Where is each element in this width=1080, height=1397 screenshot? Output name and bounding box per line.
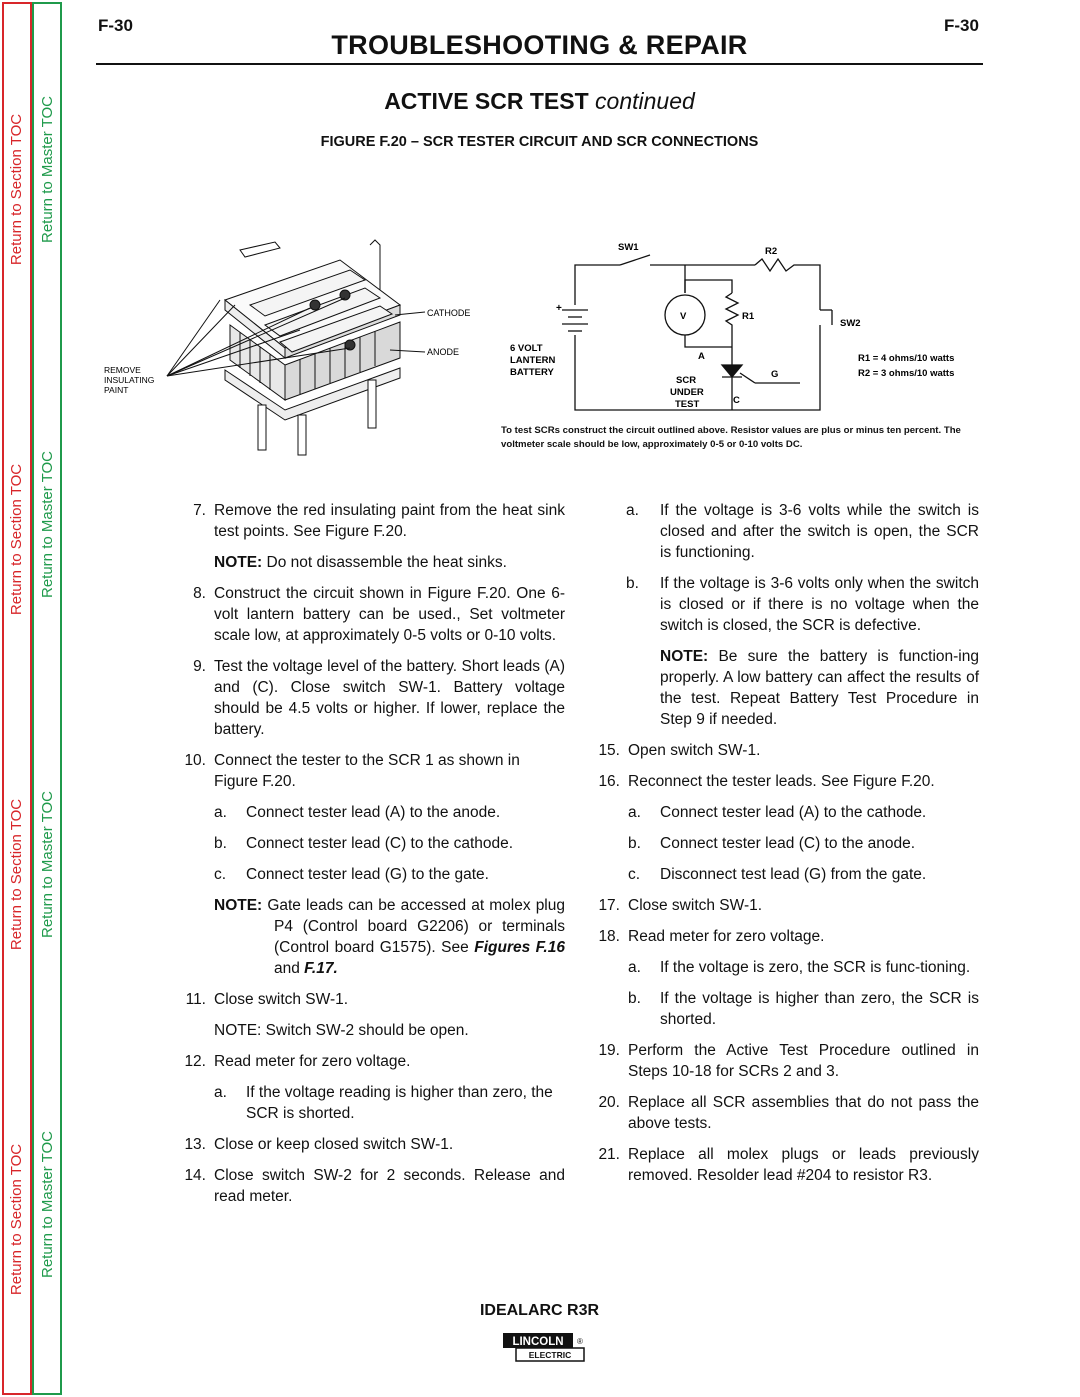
step-number: 16.	[598, 773, 620, 790]
logo-lincoln-text: LINCOLN	[512, 1336, 564, 1348]
sw2-label: SW2	[840, 318, 861, 329]
step-number: 13.	[184, 1136, 206, 1153]
left-column	[184, 500, 565, 1217]
step-18b	[598, 988, 979, 1030]
page-number-left: F-30	[98, 16, 133, 35]
master-toc-bar	[32, 2, 62, 1395]
subtitle-main: ACTIVE SCR TEST	[384, 88, 589, 114]
note-label: NOTE:	[214, 897, 263, 914]
scr-tester-circuit	[500, 235, 990, 420]
battery-plus-label: +	[556, 303, 562, 314]
toc-label: Return to Master TOC	[38, 95, 56, 243]
step-text: Replace all molex plugs or leads previously removed. Resolder lead #204 to resistor R3.	[628, 1146, 979, 1184]
substep-text: Connect tester lead (C) to the cathode.	[246, 835, 514, 852]
scr-label-line3: TEST	[675, 399, 700, 410]
anode-label: ANODE	[427, 347, 460, 357]
step-number: 14.	[184, 1167, 206, 1184]
page-title: TROUBLESHOOTING & REPAIR	[331, 30, 748, 60]
step-text: Remove the red insulating paint from the heat sink test points. See Figure F.20.	[214, 502, 565, 540]
step-text: Connect the tester to the SCR 1 as shown in Figure F.20.	[214, 752, 520, 790]
figure-ref: Figures F.16	[474, 939, 565, 956]
note-label: NOTE:	[660, 648, 709, 665]
scr-label-line1: SCR	[676, 375, 697, 386]
step-number: 11.	[185, 991, 206, 1008]
substep-letter: b.	[628, 990, 641, 1007]
substep-letter: b.	[628, 835, 641, 852]
model-name: IDEALARC R3R	[479, 1302, 600, 1319]
step-15	[598, 740, 979, 761]
substep-letter: b.	[626, 575, 639, 592]
step-number: 21.	[598, 1146, 620, 1163]
substep-text: If the voltage is zero, the SCR is func-tioning.	[660, 959, 971, 976]
step-16c	[598, 864, 979, 885]
note-and: and	[274, 960, 305, 977]
section-subtitle	[96, 88, 983, 115]
substep-text: Connect tester lead (A) to the cathode.	[660, 804, 927, 821]
return-master-toc-link[interactable]	[34, 24, 60, 314]
step-number: 18.	[598, 928, 620, 945]
step-9	[184, 656, 565, 740]
step-17	[598, 895, 979, 916]
step-12a	[184, 1082, 565, 1124]
substep-text: If the voltage is 3-6 volts while the switch is closed and after the switch is open, the SCR is functioning.	[660, 502, 979, 561]
scr-label-line2: UNDER	[670, 387, 704, 398]
title-rule	[96, 63, 983, 65]
step-16	[598, 771, 979, 792]
sw1-label: SW1	[618, 242, 639, 253]
step-20	[598, 1092, 979, 1134]
step-text: Read meter for zero voltage.	[214, 1053, 411, 1070]
logo-electric-text: ELECTRIC	[528, 1350, 572, 1360]
toc-label: Return to Section TOC	[8, 1143, 26, 1295]
right-column	[598, 500, 979, 1196]
substep-text: Disconnect test lead (G) from the gate.	[660, 866, 927, 883]
step-text: Close switch SW-2 for 2 seconds. Release and read meter.	[214, 1167, 565, 1205]
r2-label: R2	[765, 246, 778, 257]
substep-letter: a.	[628, 959, 641, 976]
step-10b	[184, 833, 565, 854]
r1-value-label: R1 = 4 ohms/10 watts	[858, 353, 955, 364]
toc-label: Return to Master TOC	[38, 1130, 56, 1278]
substep-text: If the voltage reading is higher than zero, the SCR is shorted.	[246, 1084, 553, 1122]
substep-text: Connect tester lead (A) to the anode.	[246, 804, 501, 821]
step-text: Construct the circuit shown in Figure F.20. One 6-volt lantern battery can be used., Set voltmeter scale low, at approximately 0-5 volts or 0-10 volts.	[214, 585, 565, 644]
note-11	[184, 1020, 565, 1041]
return-section-toc-link[interactable]	[4, 1064, 30, 1374]
voltmeter-label: V	[680, 311, 687, 322]
cathode-label: CATHODE	[427, 308, 471, 318]
return-section-toc-link[interactable]	[4, 374, 30, 704]
logo-registered-mark: ®	[577, 1337, 583, 1346]
step-10c	[184, 864, 565, 885]
substep-text: If the voltage is higher than zero, the SCR is shorted.	[660, 990, 979, 1028]
step-7	[184, 500, 565, 542]
battery-label-line3: BATTERY	[510, 367, 554, 378]
note-text: Do not disassemble the heat sinks.	[262, 554, 507, 571]
step-number: 17.	[598, 897, 620, 914]
step-number: 7.	[193, 502, 206, 519]
battery-label-line1: 6 VOLT	[510, 343, 543, 354]
substep-text: Connect tester lead (G) to the gate.	[246, 866, 489, 883]
return-section-toc-link[interactable]	[4, 24, 30, 354]
step-14b	[598, 573, 979, 636]
note-label: NOTE:	[214, 554, 263, 571]
page-number-right: F-30	[944, 16, 979, 35]
circuit-note: To test SCRs construct the circuit outlined above. Resistor values are plus or minus ten percent. The voltmeter scale should be low, approximately 0-5 or 0-10 volts DC.	[501, 425, 961, 450]
toc-label: Return to Master TOC	[38, 450, 56, 598]
r1-label: R1	[742, 311, 755, 322]
step-number: 8.	[193, 585, 206, 602]
return-section-toc-link[interactable]	[4, 714, 30, 1034]
step-14	[184, 1165, 565, 1207]
step-text: Test the voltage level of the battery. Short leads (A) and (C). Close switch SW-1. Battery voltage should be 4.5 volts or higher. If lower, replace the battery.	[214, 658, 565, 738]
step-19	[598, 1040, 979, 1082]
remove-label-line2: INSULATING	[104, 375, 155, 385]
toc-label: Return to Section TOC	[8, 463, 26, 615]
step-number: 19.	[598, 1042, 620, 1059]
substep-letter: a.	[628, 804, 641, 821]
substep-letter: a.	[214, 1084, 227, 1101]
note-14	[598, 646, 979, 730]
substep-letter: c.	[628, 866, 641, 883]
step-13	[184, 1134, 565, 1155]
step-number: 10.	[184, 752, 206, 769]
remove-label-line3: PAINT	[104, 385, 129, 395]
step-16a	[598, 802, 979, 823]
step-text: Read meter for zero voltage.	[628, 928, 825, 945]
substep-letter: a.	[214, 804, 227, 821]
step-text: Close or keep closed switch SW-1.	[214, 1136, 454, 1153]
section-toc-bar	[2, 2, 32, 1395]
step-16b	[598, 833, 979, 854]
note-text: NOTE: Switch SW-2 should be open.	[214, 1022, 469, 1039]
subtitle-italic: continued	[595, 88, 695, 114]
return-master-toc-link[interactable]	[34, 364, 60, 684]
step-10	[184, 750, 565, 792]
heat-sink-diagram	[100, 230, 485, 460]
r2-value-label: R2 = 3 ohms/10 watts	[858, 368, 955, 379]
step-8	[184, 583, 565, 646]
step-number: 15.	[598, 742, 620, 759]
step-11	[184, 989, 565, 1010]
step-18a	[598, 957, 979, 978]
step-18	[598, 926, 979, 947]
toc-label: Return to Section TOC	[8, 113, 26, 265]
step-number: 9.	[193, 658, 206, 675]
step-text: Replace all SCR assemblies that do not pass the above tests.	[628, 1094, 979, 1132]
step-text: Perform the Active Test Procedure outlined in Steps 10-18 for SCRs 2 and 3.	[628, 1042, 979, 1080]
toc-label: Return to Section TOC	[8, 798, 26, 950]
note-7	[184, 552, 565, 573]
substep-letter: a.	[626, 502, 639, 519]
battery-label-line2: LANTERN	[510, 355, 556, 366]
step-text: Reconnect the tester leads. See Figure F.20.	[628, 773, 935, 790]
step-text: Close switch SW-1.	[628, 897, 763, 914]
anode-a-label: A	[698, 351, 705, 362]
cathode-c-label: C	[733, 395, 740, 406]
step-21	[598, 1144, 979, 1186]
step-10a	[184, 802, 565, 823]
figure-ref: F.17.	[304, 960, 338, 977]
figure-caption: FIGURE F.20 – SCR TESTER CIRCUIT AND SCR CONNECTIONS	[320, 134, 759, 150]
lincoln-electric-logo	[502, 1331, 588, 1363]
return-master-toc-link[interactable]	[34, 1054, 60, 1354]
remove-label-line1: REMOVE	[104, 365, 141, 375]
note-text: Be sure the battery is function-ing properly. A low battery can affect the results of the test. Repeat Battery Test Procedure in Step 9 if needed.	[660, 648, 979, 728]
substep-text: Connect tester lead (C) to the anode.	[660, 835, 916, 852]
step-number: 12.	[184, 1053, 206, 1070]
substep-letter: c.	[214, 866, 227, 883]
step-14a	[598, 500, 979, 563]
gate-g-label: G	[771, 369, 779, 380]
step-text: Open switch SW-1.	[628, 742, 761, 759]
return-master-toc-link[interactable]	[34, 704, 60, 1024]
note-text: Gate leads can be accessed at molex plug P4 (Control board G2206) or terminals (Control board G1575). See	[262, 897, 565, 956]
step-number: 20.	[598, 1094, 620, 1111]
step-text: Close switch SW-1.	[214, 991, 349, 1008]
substep-text: If the voltage is 3-6 volts only when the switch is closed or if there is no voltage when the switch is closed, the SCR is defective.	[660, 575, 979, 634]
toc-label: Return to Master TOC	[38, 790, 56, 938]
substep-letter: b.	[214, 835, 227, 852]
note-10	[184, 895, 565, 979]
step-12	[184, 1051, 565, 1072]
